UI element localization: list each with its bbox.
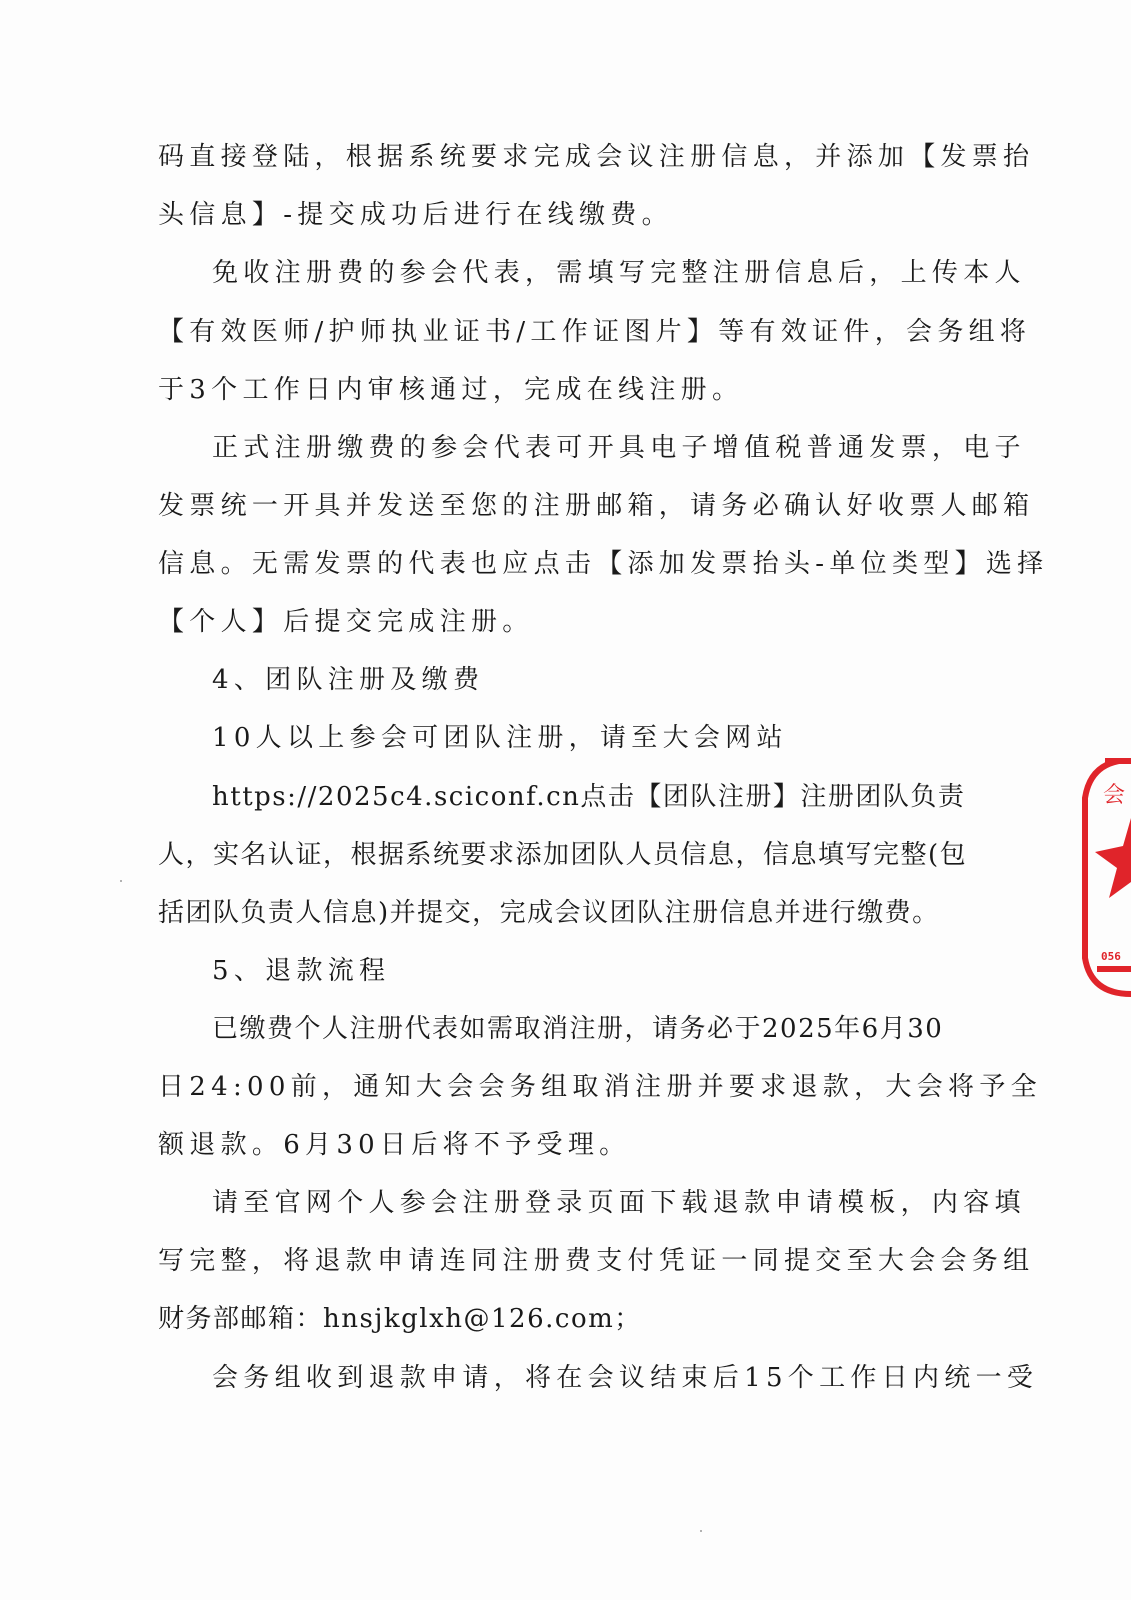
body-text-line: 码直接登陆，根据系统要求完成会议注册信息，并添加【发票抬 (158, 142, 1035, 172)
website-url-line: https://2025c4.sciconf.cn点击【团队注册】注册团队负责 (212, 782, 966, 812)
body-text-line: 【有效医师/护师执业证书/工作证图片】等有效证件，会务组将 (158, 317, 1032, 347)
section-heading: 4、团队注册及缴费 (212, 665, 485, 695)
seal-star (1095, 818, 1131, 898)
body-text-line: 头信息】-提交成功后进行在线缴费。 (158, 200, 673, 230)
seal-bar (1105, 758, 1131, 764)
seal-glyph: 会 (1103, 783, 1126, 808)
body-text-line: 写完整，将退款申请连同注册费支付凭证一同提交至大会会务组 (158, 1246, 1035, 1276)
seal-number: 056 (1101, 950, 1121, 963)
scan-speck (700, 1530, 702, 1532)
body-text-line: 发票统一开具并发送至您的注册邮箱，请务必确认好收票人邮箱 (158, 491, 1035, 521)
body-text-line: 括团队负责人信息)并提交，完成会议团队注册信息并进行缴费。 (158, 898, 940, 928)
paragraph-first-line: 免收注册费的参会代表，需填写完整注册信息后，上传本人 (212, 258, 1026, 288)
email-line: 财务部邮箱：hnsjkglxh@126.com； (158, 1304, 642, 1334)
section-heading: 5、退款流程 (212, 956, 391, 986)
paragraph-first-line: 已缴费个人注册代表如需取消注册，请务必于2025年6月30 (212, 1014, 944, 1044)
scan-speck (120, 880, 122, 882)
seal-icon (1077, 758, 1131, 998)
paragraph-first-line: 会务组收到退款申请，将在会议结束后15个工作日内统一受 (212, 1363, 1039, 1393)
body-text-line: 额退款。6月30日后将不予受理。 (158, 1130, 631, 1160)
paragraph-first-line: 请至官网个人参会注册登录页面下载退款申请模板，内容填 (212, 1188, 1026, 1218)
body-text-line: 人，实名认证，根据系统要求添加团队人员信息，信息填写完整(包 (158, 840, 968, 870)
paragraph-first-line: 10人以上参会可团队注册，请至大会网站 (212, 723, 788, 753)
body-text-line: 【个人】后提交完成注册。 (158, 607, 534, 637)
body-text-line: 日24:00前，通知大会会务组取消注册并要求退款，大会将予全 (158, 1072, 1042, 1102)
paragraph-first-line: 正式注册缴费的参会代表可开具电子增值税普通发票，电子 (212, 433, 1026, 463)
body-text-line: 于3个工作日内审核通过，完成在线注册。 (158, 375, 744, 405)
seal-bar (1097, 966, 1131, 972)
body-text-line: 信息。无需发票的代表也应点击【添加发票抬头-单位类型】选择 (158, 549, 1049, 579)
red-seal-stamp-fragment (1077, 758, 1131, 998)
